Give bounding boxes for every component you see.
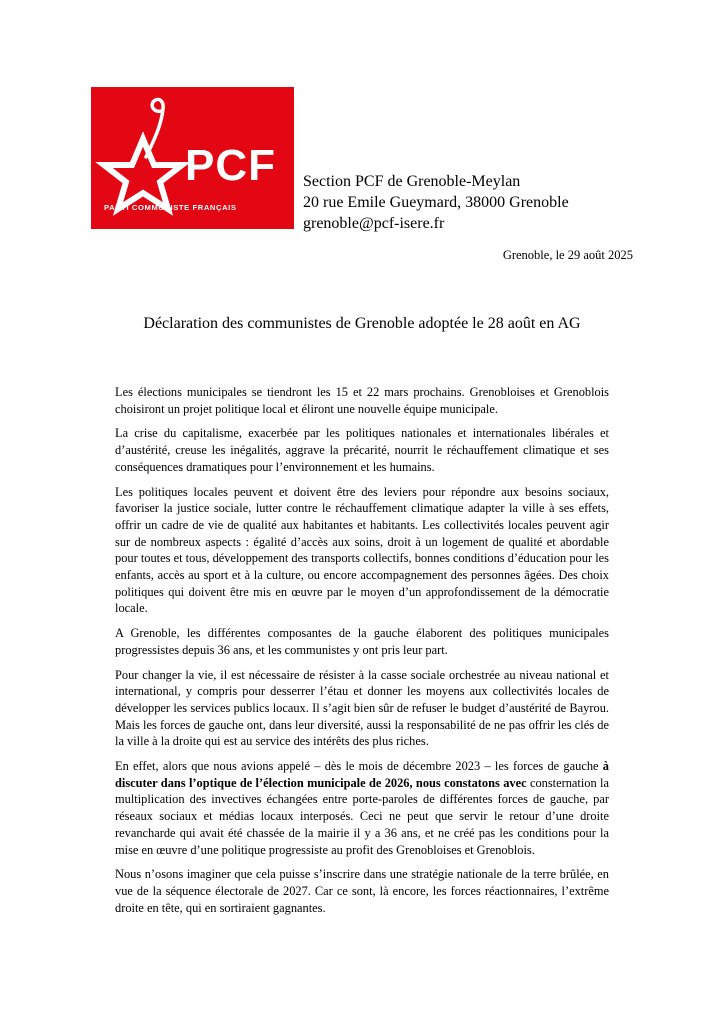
sender-address [303, 171, 569, 234]
sender-email: grenoble@pcf-isere.fr [303, 215, 445, 232]
paragraph: A Grenoble, les différentes composantes de la gauche élaborent des politiques municipales progressistes depuis 36 ans, et les communistes y ont pris leur part. [115, 626, 609, 657]
paragraph-text: consternation la multiplication des invectives échangées entre porte-paroles de différentes forces de gauche, par réseaux sociaux et médias locaux interposés. Ceci ne peut que servir le retour d’une droite revancharde qui avait été chassée de la mairie il y a 36 ans, et ne créé pas les conditions pour la mise en œuvre d’une politique progressiste au profit des Grenobloises et Grenoblois. [115, 775, 609, 857]
paragraph: Nous n’osons imaginer que cela puisse s’inscrire dans une stratégie nationale de la terre brûlée, en vue de la séquence électorale de 2027. Car ce sont, là encore, les forces réactionnaires, l’extrême droite en tête, qui en sortiraient gagnantes. [115, 867, 609, 915]
pcf-logo [91, 87, 294, 229]
logo-subtitle: PARTI COMMUNISTE FRANÇAIS [104, 203, 237, 212]
letter-date: Grenoble, le 29 août 2025 [502, 248, 633, 262]
paragraph-bold-text: à discuter dans l’optique de l’élection municipale de 2026, nous constatons avec [115, 759, 609, 790]
paragraph: Les politiques locales peuvent et doivent être des leviers pour répondre aux besoins sociaux, favoriser la justice sociale, lutter contre le réchauffement climatique adapter la ville à ses effets, offrir un cadre de vie de qualité aux habitantes et habitants. Les collectivités locales peuvent agir sur de nombreux aspects : égalité d’accès aux soins, droit à un logement de qualité et abordable pour toutes et tous, développement des transports collectifs, bonnes conditions d’éducation pour les enfants, accès au sport et à la culture, ou encore accompagnement des personnes âgées. Des choix politiques qui doivent être mis en œuvre par le moyen d’un approfondissement de la démocratie locale. [115, 484, 609, 616]
sender-street: 20 rue Emile Gueymard, 38000 Grenoble [303, 194, 569, 211]
paragraph: Les élections municipales se tiendront les 15 et 22 mars prochains. Grenobloises et Grenoblois choisiront un projet politique local et éliront une nouvelle équipe municipale. [115, 385, 609, 416]
logo-acronym: PCF [185, 141, 276, 190]
paragraph: La crise du capitalisme, exacerbée par les politiques nationales et internationales libérales et d’austérité, creuse les inégalités, aggrave la précarité, nourrit le réchauffement climatique et ses conséquences dramatiques pour l’environnement et les humains. [115, 426, 609, 474]
paragraph-text: En effet, alors que nous avions appelé – dès le mois de décembre 2023 – les forces de gauche [115, 759, 603, 774]
paragraph: Pour changer la vie, il est nécessaire de résister à la casse sociale orchestrée au niveau national et international, y compris pour desserrer l’étau et donner les moyens aux collectivités locales de développer les services publics locaux. Il s’agit bien sûr de refuser le budget d’austérité de Bayrou. Mais les forces de gauche ont, dans leur diversité, aussi la responsabilité de ne pas offrir les clés de la ville à la droite qui est au service des intérêts des plus riches. [115, 667, 609, 749]
paragraph [115, 758, 609, 858]
document-body [115, 384, 609, 924]
sender-section: Section PCF de Grenoble-Meylan [303, 173, 521, 190]
document-title: Déclaration des communistes de Grenoble adoptée le 28 août en AG [143, 315, 581, 332]
